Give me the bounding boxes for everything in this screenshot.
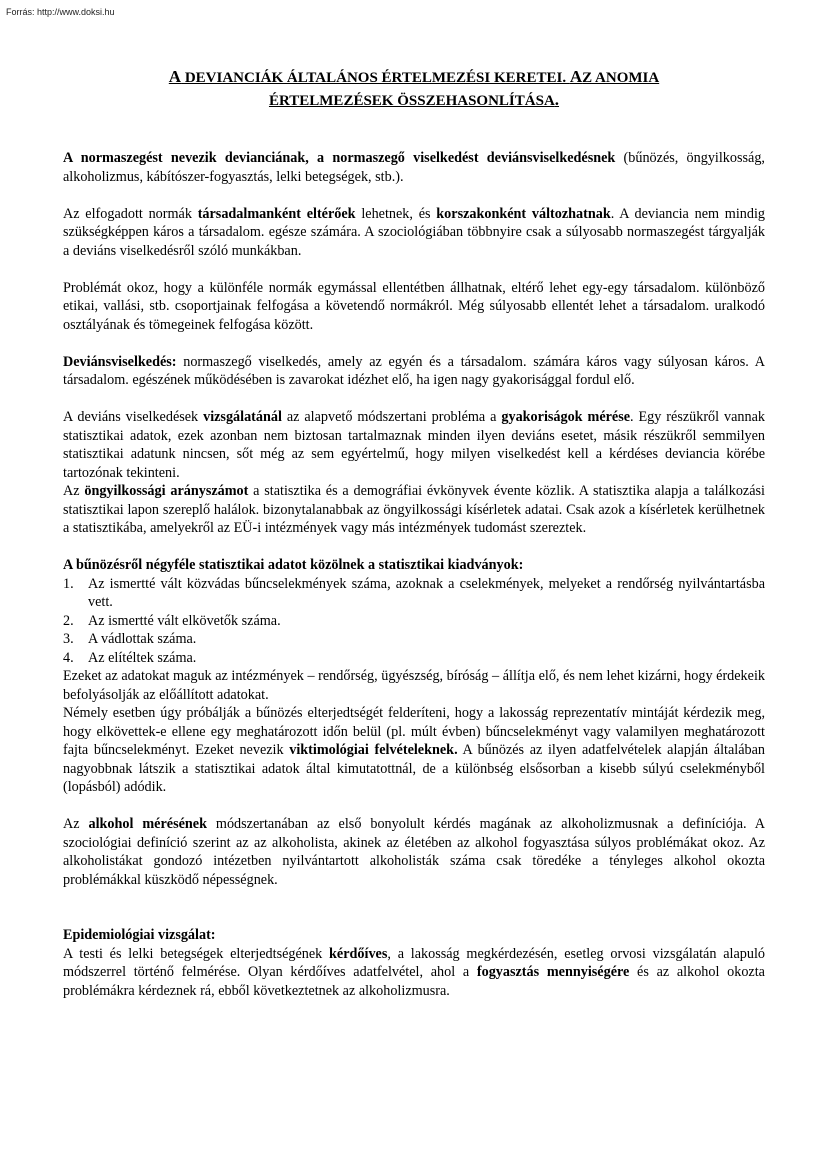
- crime-heading: [63, 556, 765, 575]
- text: lehetnek, és: [355, 205, 437, 222]
- document-page: [63, 66, 765, 1000]
- text: Az: [63, 483, 85, 499]
- text: . A deviancia nem mindig szükségképpen káros a társadalom. egésze számára. A szociológiában többnyire csak a súlyosabb normaszegést tárgyalják a deviáns viselkedésről szóló munkákban.: [63, 205, 766, 259]
- paragraph-definition: [63, 149, 765, 186]
- title-part: DEVIANCIÁK ÁLTALÁNOS ÉRTELMEZÉSI KERETEI.: [181, 70, 570, 86]
- text: normaszegő viselkedés, amely az egyén és a társadalom. számára káros vagy súlyosan káros. A társadalom. egészének működésében is zavarokat idézhet elő, ha igen nagy gyakorisággal fordul elő.: [63, 353, 765, 388]
- list-number: 1.: [63, 575, 74, 592]
- title-part: A: [569, 67, 583, 86]
- text: Némely esetben úgy próbálják a bűnözés elterjedtségét felderíteni, hogy a lakosság reprezentatív mintáját kérdezik meg, hogy elkövettek-e ellene egy meghatározott időn belül (pl. múlt évben) bűncselekményt vagy valamilyen meghatározott fajta bűncselekményt. Ezeket nevezik: [63, 705, 765, 758]
- bold-text: vizsgálatánál: [203, 409, 282, 425]
- list-text: Az elítéltek száma.: [88, 649, 197, 666]
- list-text: Az ismertté vált közvádas bűncselekmények száma, azoknak a cselekmények, melyeket a rendőrség nyilvántartásba vett.: [88, 575, 765, 610]
- list-text: Az ismertté vált elkövetők száma.: [88, 612, 281, 629]
- list-number: 4.: [63, 649, 74, 666]
- text: , a lakosság megkérdezésén, esetleg orvosi vizsgálatán alapuló módszerrel történő felmérése. Olyan kérdőíves adatfelvétel, ahol a: [63, 945, 765, 980]
- list-text: A vádlottak száma.: [88, 631, 197, 647]
- title-part: ÉRTELMEZÉSEK ÖSSZEHASONLÍTÁSA: [268, 93, 555, 109]
- bold-text: fogyasztás mennyiségére: [476, 964, 630, 980]
- epi-heading: [63, 926, 765, 945]
- bold-text: öngyilkossági arányszámot: [84, 483, 249, 499]
- list-item: [63, 575, 765, 612]
- paragraph-victimology: [63, 704, 765, 797]
- source-label: Forrás: http://www.doksi.hu: [6, 7, 115, 17]
- title-part: Z ANOMIA: [582, 70, 660, 86]
- list-item: [63, 649, 765, 668]
- paragraph-epidemiology: [63, 945, 765, 1001]
- bold-text: társadalmanként eltérőek: [197, 205, 356, 222]
- crime-stats-list: [63, 575, 765, 668]
- text: és az alkohol okozta problémákra kérdeznek rá, ebből következtetnek az alkoholizmusra.: [63, 964, 765, 999]
- bold-text: Epidemiológiai vizsgálat:: [63, 927, 216, 943]
- paragraph-problem: Problémát okoz, hogy a különféle normák egymással ellentétben állhatnak, eltérő lehet egy-egy társadalom. különböző etikai, vallási, stb. csoportjainak felfogása a követendő normákról. Még súlyosabb ellentét lehet a társadalom. uralkodó osztályának és tömegeinek felfogása között.: [63, 279, 765, 333]
- title-part: .: [554, 90, 560, 109]
- bold-text: A normaszegést nevezik devianciának, a normaszegő viselkedést deviánsviselkedésnek: [63, 150, 616, 166]
- paragraph-norms: [63, 205, 765, 261]
- paragraph-measurement: [63, 408, 765, 482]
- paragraph-suicide: [63, 482, 765, 538]
- text: A testi és lelki betegségek elterjedtségének: [63, 945, 330, 962]
- paragraph-deviant-behavior: [63, 353, 765, 390]
- paragraph-alcohol: [63, 815, 765, 889]
- bold-text: kérdőíves: [329, 945, 388, 962]
- bold-text: viktimológiai felvételeknek.: [289, 742, 458, 758]
- list-item: [63, 630, 765, 649]
- text: A deviáns viselkedések: [63, 409, 204, 425]
- text: A bűnözés az ilyen adatfelvételek alapján általában nagyobbnak látszik a statisztikai adatok által kimutatottnál, de a különbség elsősorban a kisebb súlyú cselekményből (lopásból) adódik.: [63, 742, 765, 795]
- list-number: 2.: [63, 612, 74, 629]
- bold-text: Deviánsviselkedés:: [63, 353, 177, 370]
- bold-text: gyakoriságok mérése: [501, 409, 631, 425]
- text: Az elfogadott normák: [63, 205, 198, 222]
- text: (bűnözés, öngyilkosság, alkoholizmus, kábítószer-fogyasztás, lelki betegségek, stb.).: [63, 150, 765, 185]
- paragraph-institutions: Ezeket az adatokat maguk az intézmények – rendőrség, ügyészség, bíróság – állítja elő, és nem lehet kizárni, hogy érdekeik befolyásolják az előállított adatokat.: [63, 668, 765, 703]
- text: az alapvető módszertani probléma a: [281, 409, 502, 425]
- text: módszertanában az első bonyolult kérdés magának az alkoholizmusnak a definíciója. A szociológiai definíció szerint az az alkoholista, akinek az életében az alkohol fogyasztása súlyos problémákat okoz. Az alkoholistákat gondozó intézetben nyilvántartott alkoholisták száma csak töredéke a tényleges alkohol okozta problémákkal küszködő népességnek.: [63, 816, 765, 888]
- bold-text: A bűnözésről négyféle statisztikai adatot közölnek a statisztikai kiadványok:: [63, 557, 524, 573]
- list-number: 3.: [63, 631, 74, 647]
- bold-text: alkohol mérésének: [88, 816, 207, 832]
- list-item: [63, 612, 765, 631]
- text: Az: [63, 816, 89, 832]
- text: a statisztika és a demográfiai évkönyvek évente közlik. A statisztika alapja a találkozási statisztikai lapon szereplő halálok. bizonytalanabbak az öngyilkossági kísérletek adatai. Csak azok a kísérletek kerülhetnek a statisztikába, amelyekről az EÜ-i intézmények vagy más intézmények tudomást szereztek.: [63, 483, 765, 536]
- text: . Egy részükről vannak statisztikai adatok, ezek azonban nem biztosan tartalmaznak minden ilyen deviáns esetet, másik részükről semmilyen statisztikai adatunk nincsen, sőt még az sem egyértelmű, hogy milyen viselkedést kell a kérdéses deviancia körébe tartozónak tekinteni.: [63, 409, 765, 481]
- bold-text: korszakonként változhatnak: [436, 205, 611, 222]
- title-part: A: [168, 67, 182, 86]
- document-title: [63, 66, 765, 112]
